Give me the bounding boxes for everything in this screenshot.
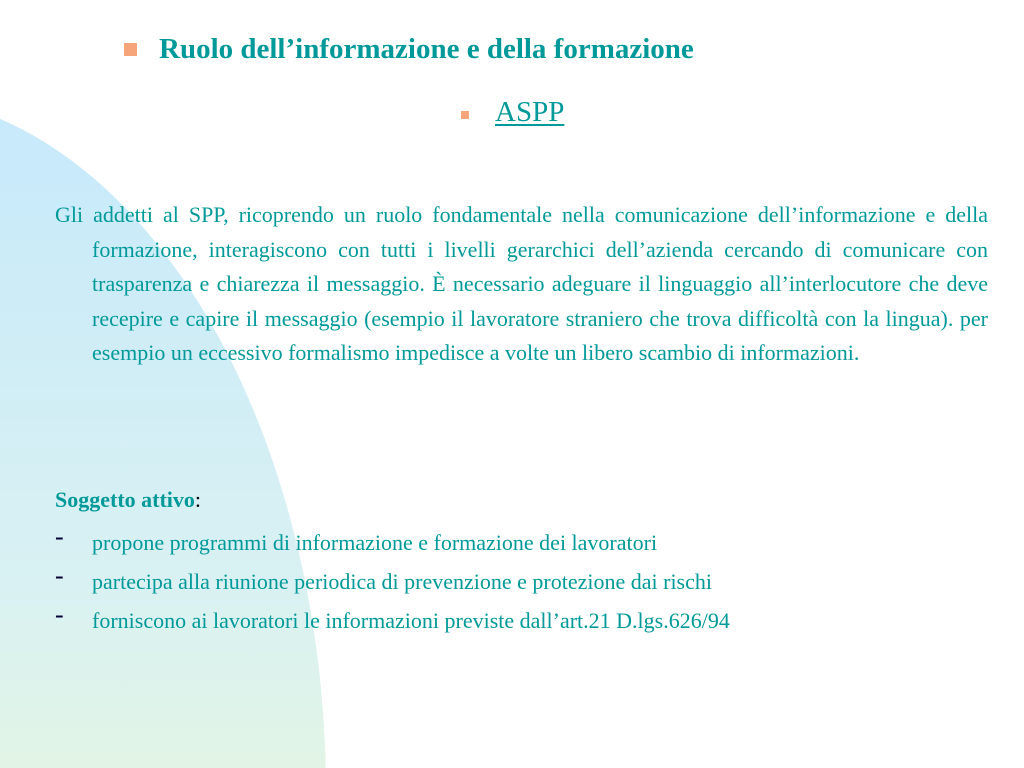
square-bullet-icon	[124, 43, 137, 56]
dash-bullet-icon: -	[55, 522, 64, 551]
title-row	[124, 33, 694, 66]
list-item-text: propone programmi di informazione e formazione dei lavoratori	[92, 530, 658, 555]
slide-title: Ruolo dell’informazione e della formazione	[159, 33, 694, 65]
subject-label: Soggetto attivo	[55, 487, 195, 512]
small-square-bullet-icon	[461, 111, 469, 119]
dash-bullet-icon: -	[55, 600, 64, 629]
body-paragraph: Gli addetti al SPP, ricoprendo un ruolo fondamentale nella comunicazione dell’informazione e della formazione, interagiscono con tutti i livelli gerarchici dell’azienda cercando di comunicare con trasparenza e chiarezza il messaggio. È necessario adeguare il linguaggio all’interlocutore che deve recepire e capire il messaggio (esempio il lavoratore straniero che trova difficoltà con la lingua). per esempio un eccessivo formalismo impedisce a volte un libero scambio di informazioni.	[55, 202, 988, 365]
list-item-text: forniscono ai lavoratori le informazioni previste dall’art.21 D.lgs.626/94	[92, 608, 730, 633]
dash-bullet-icon: -	[55, 561, 64, 590]
aspp-link[interactable]: ASPP	[495, 96, 565, 128]
subject-colon: :	[194, 487, 202, 512]
list-item-text: partecipa alla riunione periodica di prevenzione e protezione dai rischi	[92, 569, 712, 594]
subtitle-row	[461, 96, 564, 129]
subject-heading	[55, 487, 201, 513]
